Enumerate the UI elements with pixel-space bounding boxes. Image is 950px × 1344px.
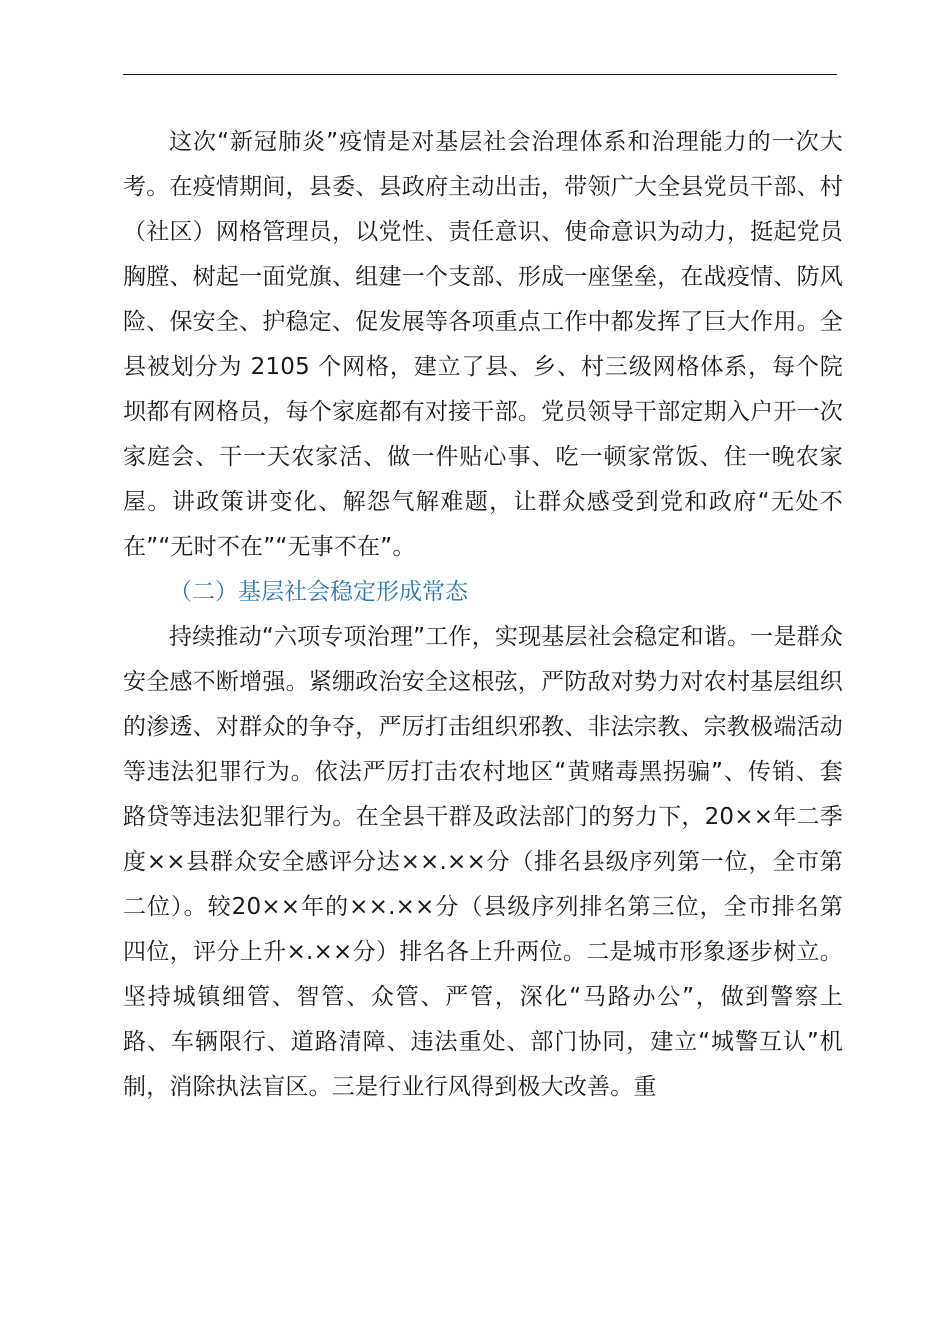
paragraph-social-stability: 持续推动“六项专项治理”工作，实现基层社会稳定和谐。一是群众安全感不断增强。紧绷政治安全这根弦，严防敌对势力对农村基层组织的渗透、对群众的争夺，严厉打击组织邪教、非法宗教、宗教极端活动等违法犯罪行为。依法严厉打击农村地区“黄赌毒黑拐骗”、传销、套路贷等违法犯罪行为。在全县干群及政法部门的努力下，20××年二季度××县群众安全感评分达××.××分（排名县级序列第一位，全市第二位）。较20××年的××.××分（县级序列排名第三位，全市排名第四位，评分上升×.××分）排名各上升两位。二是城市形象逐步树立。坚持城镇细管、智管、众管、严管，深化“马路办公”，做到警察上路、车辆限行、道路清障、违法重处、部门协同，建立“城警互认”机制，消除执法盲区。三是行业行风得到极大改善。重 xyxy=(123,624,843,1100)
document-body xyxy=(123,120,843,1110)
header-rule xyxy=(123,74,837,75)
paragraph-epidemic-governance: 这次“新冠肺炎”疫情是对基层社会治理体系和治理能力的一次大考。在疫情期间，县委、县政府主动出击，带领广大全县党员干部、村（社区）网格管理员，以党性、责任意识、使命意识为动力，挺起党员胸膛、树起一面党旗、组建一个支部、形成一座堡垒，在战疫情、防风险、保安全、护稳定、促发展等各项重点工作中都发挥了巨大作用。全县被划分为 2105 个网格，建立了县、乡、村三级网格体系，每个院坝都有网格员，每个家庭都有对接干部。党员领导干部定期入户开一次家庭会、干一天农家活、做一件贴心事、吃一顿家常饭、住一晚农家屋。讲政策讲变化、解怨气解难题，让群众感受到党和政府“无处不在”“无时不在”“无事不在”。 xyxy=(123,129,843,560)
section-heading: （二）基层社会稳定形成常态 xyxy=(169,579,468,605)
